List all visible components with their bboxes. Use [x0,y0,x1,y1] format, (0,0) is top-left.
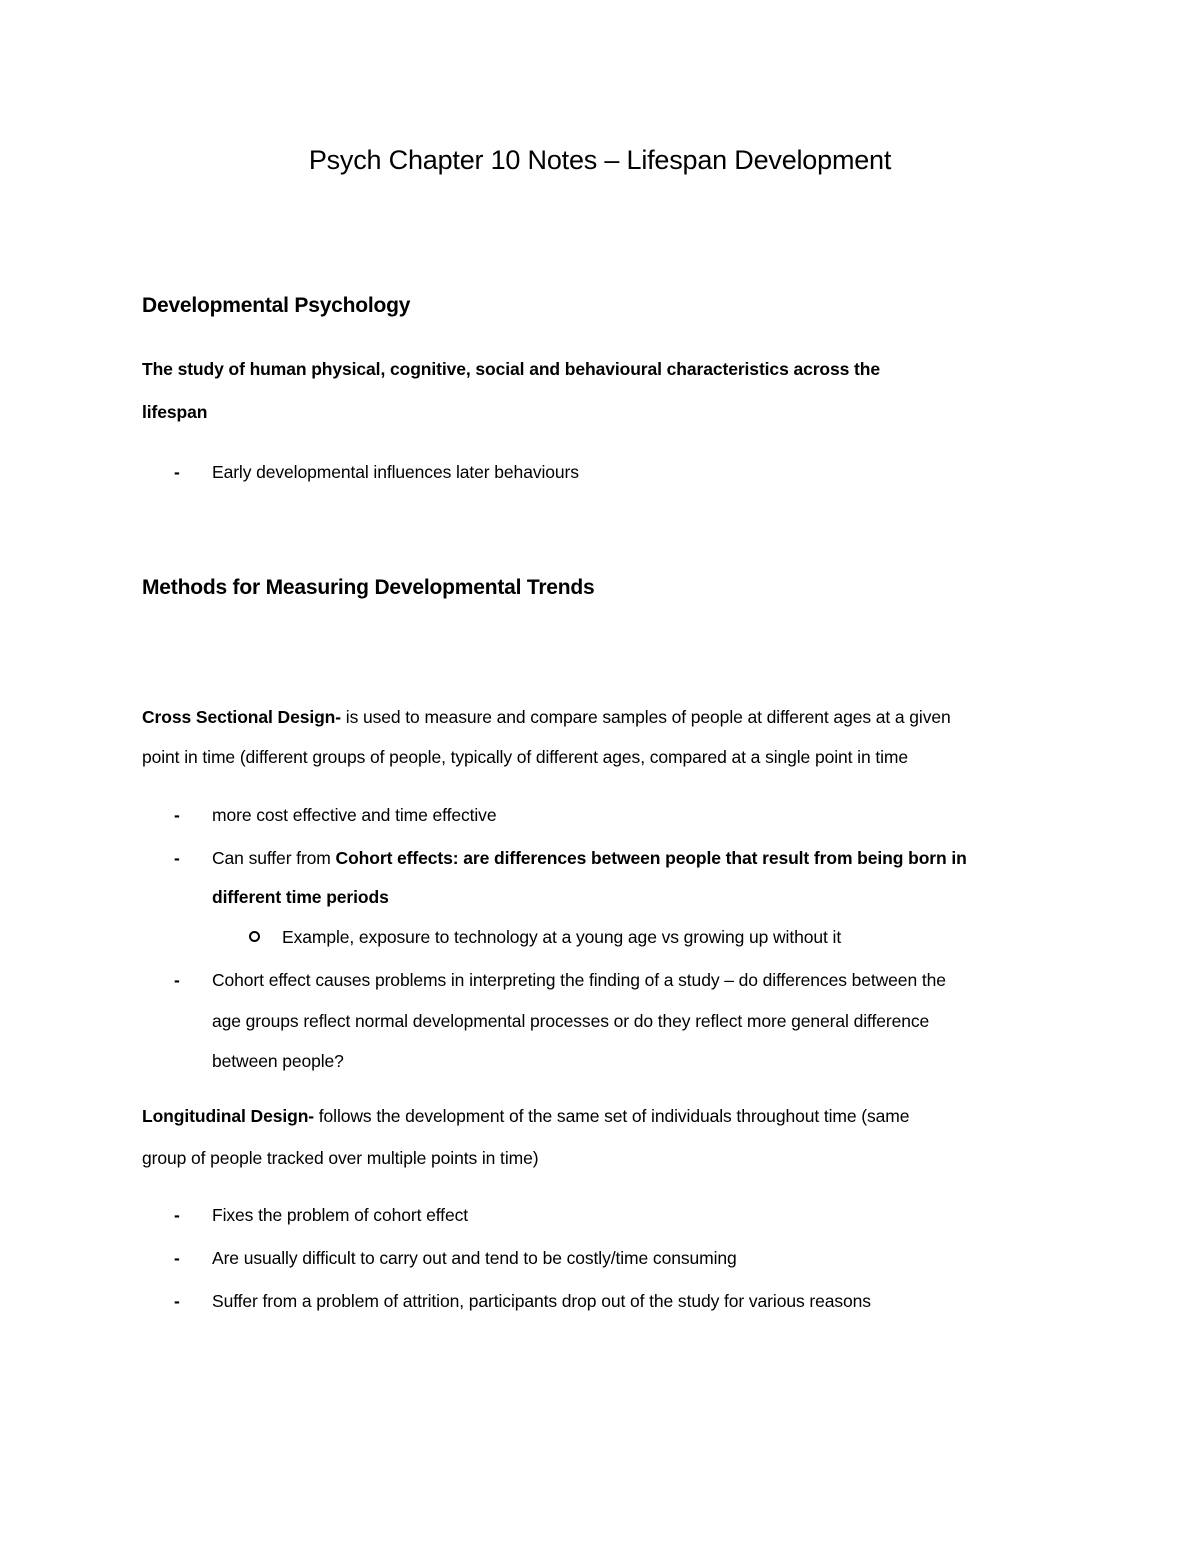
list-item-cost-effective: more cost effective and time effective [212,805,497,825]
bullet-dash: - [174,805,180,825]
cohort-effects-plain: Can suffer from [212,848,336,868]
bullet-dash: - [174,462,180,482]
longitudinal-text: follows the development of the same set of individuals throughout time (same [314,1106,910,1126]
list-item-cohort-effects [212,848,967,869]
list-item-difficult-costly: Are usually difficult to carry out and tend to be costly/time consuming [212,1248,737,1268]
list-item-cohort-problem-line-1: Cohort effect causes problems in interpreting the finding of a study – do differences between the [212,970,946,990]
list-item-early-influences: Early developmental influences later behaviours [212,462,579,482]
bullet-dash: - [174,1205,180,1225]
list-item-fixes-cohort: Fixes the problem of cohort effect [212,1205,468,1225]
list-item-cohort-problem-line-3: between people? [212,1051,344,1071]
section-heading-methods: Methods for Measuring Developmental Trends [142,576,595,599]
document-title: Psych Chapter 10 Notes – Lifespan Development [308,145,892,175]
cross-sectional-term: Cross Sectional Design- [142,707,342,727]
bullet-dash: - [174,970,180,990]
circle-bullet-icon [249,931,260,942]
cross-sectional-paragraph-line-1 [142,707,951,728]
cross-sectional-paragraph-line-2: point in time (different groups of people, typically of different ages, compared at a single point in time [142,747,909,767]
cross-sectional-text: is used to measure and compare samples of people at different ages at a given [341,707,951,727]
sub-list-item-example: Example, exposure to technology at a young age vs growing up without it [282,927,842,947]
definition-line-2: lifespan [142,402,208,422]
definition-line-1: The study of human physical, cognitive, social and behavioural characteristics across the [142,359,881,379]
list-item-cohort-effects-line-2: different time periods [212,887,389,907]
longitudinal-paragraph-line-1 [142,1106,909,1127]
list-item-attrition: Suffer from a problem of attrition, participants drop out of the study for various reasons [212,1291,871,1311]
bullet-dash: - [174,848,180,868]
bullet-dash: - [174,1248,180,1268]
list-item-cohort-problem-line-2: age groups reflect normal developmental processes or do they reflect more general difference [212,1011,930,1031]
section-heading-developmental-psychology: Developmental Psychology [142,294,411,317]
longitudinal-paragraph-line-2: group of people tracked over multiple points in time) [142,1148,539,1168]
bullet-dash: - [174,1291,180,1311]
cohort-effects-definition: Cohort effects: are differences between people that result from being born in [335,848,967,868]
longitudinal-term: Longitudinal Design- [142,1106,315,1126]
